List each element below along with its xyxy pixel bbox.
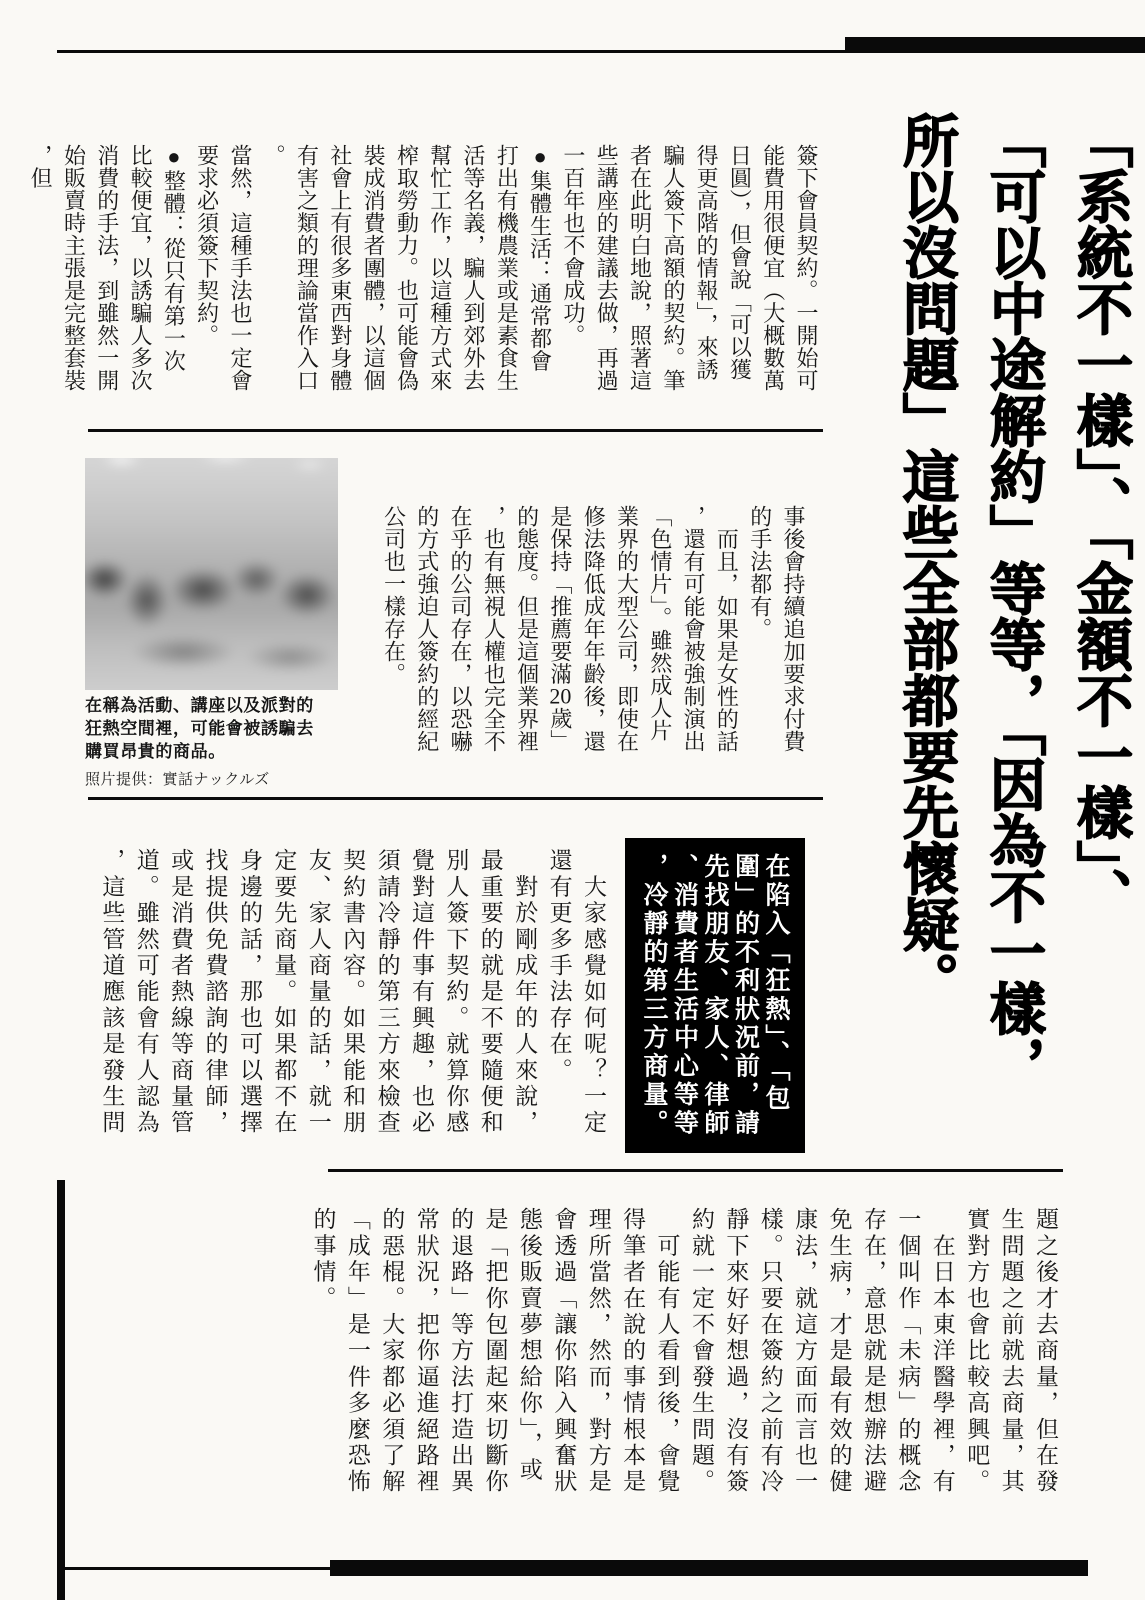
section-divider-rule bbox=[328, 1169, 1063, 1172]
main-headline bbox=[880, 112, 1145, 1172]
photo-blur-art bbox=[85, 458, 338, 690]
tate-chu-yoko-number: 20 bbox=[549, 685, 572, 707]
article-paragraph: 題之後才去商量，但在發生問題之前就去商量，其實對方也會比較高興吧。 bbox=[964, 1207, 1058, 1496]
photo-image bbox=[85, 458, 338, 690]
callout-text: 在陷入「狂熱」、「包圍」的不利狀況前，請先找朋友、家人、律師、消費者生活中心等等，冷靜的第三方商量。 bbox=[640, 853, 790, 1138]
article-section-bottom bbox=[290, 1207, 1062, 1497]
left-vertical-rule bbox=[57, 1180, 65, 1600]
article-paragraph: ●集體生活：通常都會打出有機農業或是素食生活等名義，騙人到郊外去幫忙工作，以這種方式來榨取勞動力。也可能會偽裝成消費者團體，以這個社會上有很多東西對身體有害之類的理論當作入口。 bbox=[261, 144, 553, 392]
article-paragraph: ●整體：從只有第一次比較便宜，以誘騙人多次消費的手法，到雖然一開始販賣時主張是完整套裝，但 bbox=[28, 144, 187, 392]
article-paragraph: 當然，這種手法也一定會要求必須簽下契約。 bbox=[194, 144, 253, 392]
article-paragraph: 在日本東洋醫學裡，有一個叫作「未病」的概念存在，意思就是想辦法避免生病，才是最有效的健康法，就這方面而言也一樣。只要在簽約之前有冷靜下來好好想過，沒有簽約就一定不會發生問題。 bbox=[688, 1207, 955, 1496]
article-section-middle bbox=[340, 505, 810, 753]
headline-column: 所以沒問題」這些全部都要先懷疑。 bbox=[896, 112, 959, 1008]
paragraph-text: 歲」的態度。但是這個業界裡，也有無視人權也完全不在乎的公司存在，以恐嚇的方式強迫人簽約的經紀公司也一樣存在。 bbox=[381, 505, 573, 753]
article-paragraph: 事後會持續追加要求付費的手法都有。 bbox=[747, 505, 806, 753]
article-paragraph: 簽下會員契約。一開始可能費用很便宜（大概數萬日圓），但會說「可以獲得更高階的情報」，來誘騙人簽下高額的契約。筆者在此明白地說，照著這些講座的建議去做，再過一百年也不會成功。 bbox=[560, 144, 819, 392]
section-divider-rule bbox=[88, 429, 823, 432]
bottom-thick-bar bbox=[330, 1560, 1088, 1576]
bottom-thin-rule bbox=[65, 1567, 330, 1570]
callout-box bbox=[625, 838, 805, 1153]
section-divider-rule bbox=[88, 797, 823, 800]
headline-column: 「可以中途解約」等等，「因為不一樣， bbox=[983, 112, 1046, 1092]
top-right-thick-bar bbox=[845, 37, 1145, 53]
photo-credit: 照片提供：實話ナックルズ bbox=[85, 772, 270, 788]
article-section-third bbox=[50, 848, 610, 1138]
article-section-top bbox=[28, 144, 823, 392]
article-paragraph: 對於剛成年的人來說，最重要的就是不要隨便和別人簽下契約。就算你感覺對這件事有興趣，也必須請冷靜的第三方來檢查契約書內容。如果能和朋友、家人商量的話，就一定要先商量。如果都不在身邊的話，那也可以選擇找提供免費諮詢的律師，或是消費者熱線等商量管道。雖然可能會有人認為，這些管道應該是發生問 bbox=[99, 848, 538, 1137]
top-thin-rule bbox=[57, 50, 847, 53]
article-paragraph: 可能有人看到後，會覺得筆者在說的事情根本是理所當然，然而，對方是會透過「讓你陷入興奮狀態後販賣夢想給你」，或是「把你包圍起來切斷你的退路」等方法打造出異常狀況，把你逼進絕路裡的惡棍。大家都必須了解「成年」是一件多麼恐怖的事情。 bbox=[310, 1207, 680, 1496]
photo-caption: 在稱為活動、講座以及派對的狂熱空間裡，可能會被誘騙去購買昂貴的商品。 bbox=[85, 696, 314, 761]
paragraph-text: 而且，如果是女性的話，還有可能會被強制演出「色情片」。雖然成人片業界的大型公司，即使在修法降低成年年齡後，還是保持「推薦要滿 bbox=[547, 505, 740, 753]
article-paragraph: 大家感覺如何呢？一定還有更多手法存在。 bbox=[546, 848, 606, 1137]
headline-column: 「系統不一樣」、「金額不一樣」、 bbox=[1070, 112, 1133, 924]
article-paragraph bbox=[377, 505, 743, 753]
